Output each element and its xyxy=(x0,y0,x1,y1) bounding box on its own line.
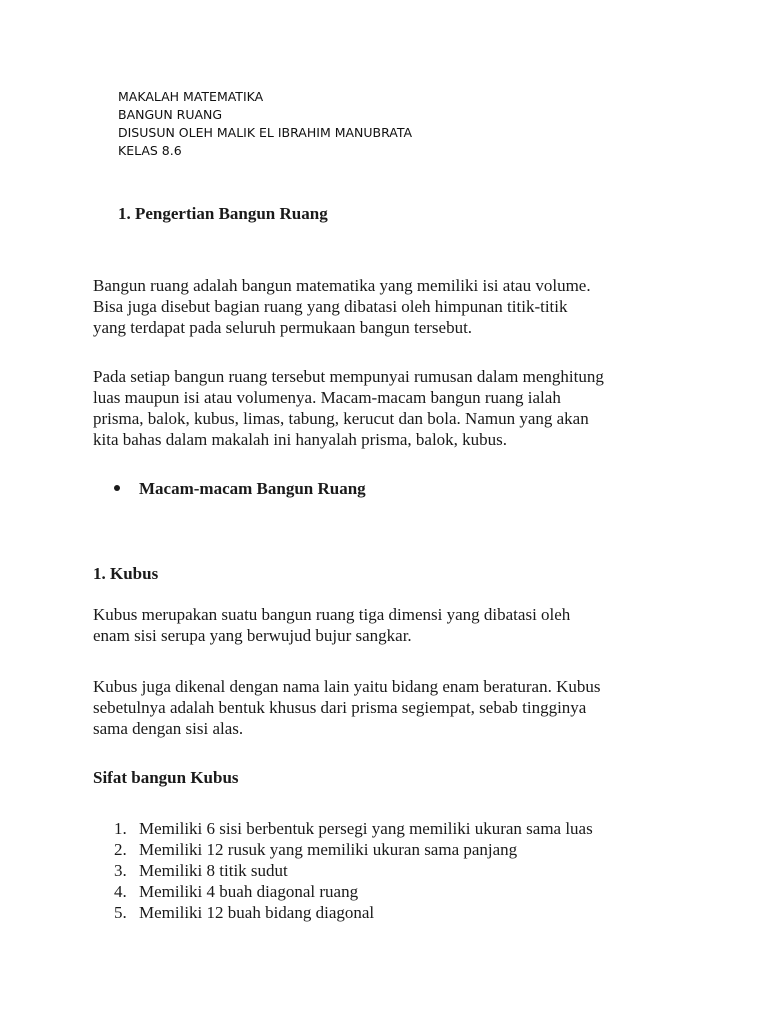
paragraph-line: prisma, balok, kubus, limas, tabung, kerucut dan bola. Namun yang akan xyxy=(93,409,589,428)
paragraph-line: sebetulnya adalah bentuk khusus dari prisma segiempat, sebab tingginya xyxy=(93,698,587,717)
paragraph-kubus-2 xyxy=(93,676,733,739)
document-class: KELAS 8.6 xyxy=(118,143,182,158)
list-number: 3. xyxy=(114,861,127,880)
bullet-item-macam xyxy=(114,479,366,499)
paragraph-line: Kubus juga dikenal dengan nama lain yaitu bidang enam beraturan. Kubus xyxy=(93,677,601,696)
paragraph-line: enam sisi serupa yang berwujud bujur sangkar. xyxy=(93,626,412,645)
list-item xyxy=(114,818,593,839)
document-author: DISUSUN OLEH MALIK EL IBRAHIM MANUBRATA xyxy=(118,125,413,140)
section-heading-sifat: Sifat bangun Kubus xyxy=(93,768,239,787)
list-number: 1. xyxy=(114,819,127,838)
paragraph-pengertian-1 xyxy=(93,275,733,338)
paragraph-line: Pada setiap bangun ruang tersebut mempunyai rumusan dalam menghitung xyxy=(93,367,604,386)
list-text: Memiliki 6 sisi berbentuk persegi yang memiliki ukuran sama luas xyxy=(139,819,593,838)
section-heading-pengertian: 1. Pengertian Bangun Ruang xyxy=(118,204,328,223)
document-subtitle: BANGUN RUANG xyxy=(118,107,223,122)
list-text: Memiliki 8 titik sudut xyxy=(139,861,288,880)
paragraph-kubus-1 xyxy=(93,604,733,646)
paragraph-line: Bisa juga disebut bagian ruang yang dibatasi oleh himpunan titik-titik xyxy=(93,297,568,316)
list-item xyxy=(114,881,593,902)
document-header xyxy=(118,88,412,160)
paragraph-line: kita bahas dalam makalah ini hanyalah prisma, balok, kubus. xyxy=(93,430,508,449)
paragraph-line: Bangun ruang adalah bangun matematika yang memiliki isi atau volume. xyxy=(93,276,591,295)
paragraph-line: yang terdapat pada seluruh permukaan bangun tersebut. xyxy=(93,318,473,337)
paragraph-line: luas maupun isi atau volumenya. Macam-macam bangun ruang ialah xyxy=(93,388,561,407)
section-heading-kubus: 1. Kubus xyxy=(93,564,159,583)
list-item xyxy=(114,902,593,923)
list-text: Memiliki 12 rusuk yang memiliki ukuran sama panjang xyxy=(139,840,518,859)
list-text: Memiliki 4 buah diagonal ruang xyxy=(139,882,359,901)
list-text: Memiliki 12 buah bidang diagonal xyxy=(139,903,375,922)
paragraph-line: Kubus merupakan suatu bangun ruang tiga dimensi yang dibatasi oleh xyxy=(93,605,571,624)
paragraph-line: sama dengan sisi alas. xyxy=(93,719,244,738)
bullet-icon xyxy=(114,485,120,491)
sifat-list xyxy=(114,818,593,923)
paragraph-pengertian-2 xyxy=(93,366,733,450)
list-number: 2. xyxy=(114,840,127,859)
document-title: MAKALAH MATEMATIKA xyxy=(118,89,264,104)
list-item xyxy=(114,860,593,881)
bullet-label: Macam-macam Bangun Ruang xyxy=(139,479,366,498)
list-item xyxy=(114,839,593,860)
list-number: 5. xyxy=(114,903,127,922)
list-number: 4. xyxy=(114,882,127,901)
